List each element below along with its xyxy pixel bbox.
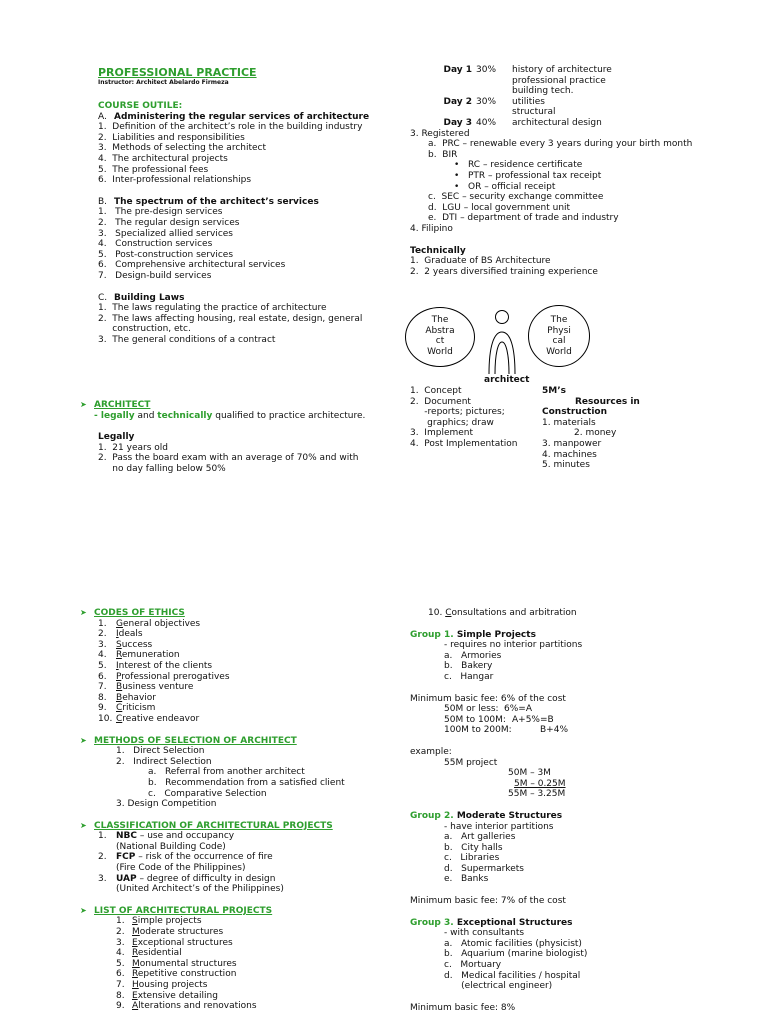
example-calculation xyxy=(410,768,730,800)
item-text: uccess xyxy=(121,639,153,650)
list-item: 5. Post-construction services xyxy=(98,249,234,260)
group-3-list xyxy=(410,939,730,992)
list-item: 6. Comprehensive architectural services xyxy=(98,260,286,271)
process-list xyxy=(410,386,550,450)
group-2-list xyxy=(410,832,730,885)
fee-2: Minimum basic fee: 7% of the cost xyxy=(410,896,566,907)
list-item: c. Hangar xyxy=(444,671,494,682)
item-initial: E xyxy=(132,990,138,1001)
item-text: eneral objectives xyxy=(122,618,201,629)
list-item: 2. Indirect Selection xyxy=(116,756,212,767)
day-percent: 40% xyxy=(476,117,497,128)
list-item xyxy=(98,693,400,704)
item-initial: H xyxy=(132,980,139,990)
list-item: 1. Definition of the architect’s role in the building industry xyxy=(98,122,363,133)
list-item: 3. Implement xyxy=(410,428,474,439)
projects-list xyxy=(80,916,400,1011)
list-item xyxy=(116,927,400,938)
filipino-item: 4. Filipino xyxy=(410,223,453,234)
group-1-desc: - requires no interior partitions xyxy=(444,640,583,651)
item-initial: I xyxy=(116,629,119,640)
technically-list xyxy=(410,256,730,277)
list-item: graphics; draw xyxy=(410,417,494,428)
list-item xyxy=(98,831,400,842)
calc-line: 5M – 0.25M xyxy=(514,778,566,789)
item-initial: C xyxy=(116,713,123,724)
list-item: 2. money xyxy=(574,428,617,439)
list-item: 1. materials xyxy=(542,417,596,428)
list-item xyxy=(116,916,400,927)
list-item: 2. Liabilities and responsibilities xyxy=(98,132,245,143)
item-number: 10. xyxy=(98,713,113,724)
item-text: – degree of difficulty in design xyxy=(136,873,276,884)
fee-range: 100M to 200M: xyxy=(444,725,512,736)
list-item: 3. The general conditions of a contract xyxy=(98,334,276,345)
bullet-icon: • xyxy=(454,181,460,192)
list-item: 1. The pre-design services xyxy=(98,207,223,218)
instructor-line: Instructor: Architect Abelardo Firmeza xyxy=(98,79,229,86)
architect-block xyxy=(80,400,400,475)
fee-3: Minimum basic fee: 8% xyxy=(410,1002,516,1013)
section-b-list xyxy=(98,207,398,281)
item-initial: E xyxy=(132,937,138,948)
item-initial: C xyxy=(116,703,123,714)
list-item xyxy=(116,959,400,970)
five-ms-title: 5M’s xyxy=(542,386,566,396)
item-initial: S xyxy=(132,916,138,927)
bir-list xyxy=(410,160,730,192)
item-number: 1. xyxy=(116,916,125,927)
item-initial: R xyxy=(132,969,138,980)
arrow-bullet-icon: ➤ xyxy=(80,820,87,830)
list-item: e. DTI – department of trade and industry xyxy=(428,213,619,224)
fee-value: A+5%=B xyxy=(512,714,554,725)
methods-last-item: 3. Design Competition xyxy=(116,799,217,810)
example-project: 55M project xyxy=(444,757,498,768)
top-left-column xyxy=(98,66,398,345)
item-text: – risk of the occurrence of fire xyxy=(135,852,273,863)
fee-value: 6%=A xyxy=(504,704,532,715)
arrow-bullet-icon: ➤ xyxy=(80,608,87,617)
list-item: (electrical engineer) xyxy=(444,981,553,992)
fee-row xyxy=(444,704,730,715)
day-row xyxy=(410,76,730,87)
list-item xyxy=(98,661,400,672)
fee-row xyxy=(444,725,730,736)
group-1-list xyxy=(410,651,730,683)
list-item: c. Libraries xyxy=(444,853,500,864)
list-item: b. Bakery xyxy=(444,661,493,672)
bottom-left-column xyxy=(80,608,400,1012)
list-item: a. Armories xyxy=(444,650,502,661)
item-number: 3. xyxy=(98,639,107,650)
item-number: 8. xyxy=(98,692,107,703)
list-item: 7. Design-build services xyxy=(98,270,212,281)
list-item xyxy=(454,182,730,193)
course-outline-label: COURSE OUTILE: xyxy=(98,101,183,111)
list-item xyxy=(116,948,400,959)
list-item xyxy=(98,874,400,885)
fee-range: 50M to 100M: xyxy=(444,714,506,725)
list-item: 2. 2 years diversified training experience xyxy=(410,266,598,277)
example-label: example: xyxy=(410,746,452,757)
five-ms-subtitle: Resources in xyxy=(575,396,640,407)
physical-world-circle: The Physi cal World xyxy=(528,305,590,367)
list-item: c. Mortuary xyxy=(444,960,502,971)
five-ms-block xyxy=(542,386,662,471)
list-item xyxy=(116,991,400,1002)
item-number: 7. xyxy=(98,682,107,693)
list-item xyxy=(98,650,400,661)
item-initial: B xyxy=(116,682,123,693)
legally-list xyxy=(80,443,400,475)
item-number: 3. xyxy=(116,937,125,948)
day-row xyxy=(410,107,730,118)
list-item: 1. 21 years old xyxy=(98,442,168,453)
item-text: esidential xyxy=(137,948,182,959)
list-item: b. City halls xyxy=(444,842,503,853)
list-item: a. Art galleries xyxy=(444,832,516,843)
item-number: 6. xyxy=(116,969,125,980)
fee-value: B+4% xyxy=(540,725,568,736)
item-text: xceptional structures xyxy=(137,937,233,948)
item-text: xtensive detailing xyxy=(137,990,218,1001)
item-number: 2. xyxy=(98,852,107,863)
list-item: a. PRC – renewable every 3 years during your birth month xyxy=(428,139,693,150)
list-item: 5. The professional fees xyxy=(98,164,209,175)
day-row xyxy=(410,86,730,97)
architect-label: architect xyxy=(484,375,530,385)
calc-line: 55M – 3.25M xyxy=(508,789,566,800)
group-3-heading: Group 3. Exceptional Structures xyxy=(410,917,573,928)
list-item xyxy=(454,171,730,182)
arrow-bullet-icon: ➤ xyxy=(80,905,87,915)
section-a-list xyxy=(98,122,398,186)
list-item xyxy=(98,629,400,640)
item-text: deals xyxy=(118,629,143,640)
item-text: RC – residence certificate xyxy=(468,160,583,171)
arrow-bullet-icon: ➤ xyxy=(80,735,87,745)
item-subtext: (National Building Code) xyxy=(116,841,226,852)
list-item xyxy=(98,672,400,683)
list-item: 4. machines xyxy=(542,449,597,460)
page-title: PROFESSIONAL PRACTICE xyxy=(98,66,257,79)
group-2-desc: - have interior partitions xyxy=(444,821,554,832)
item-number: 6. xyxy=(98,671,107,682)
five-ms-list xyxy=(542,418,662,471)
item-code: UAP xyxy=(116,873,137,884)
list-item: 3. Methods of selecting the architect xyxy=(98,143,267,154)
list-item: 2. The laws affecting housing, real estate, design, general xyxy=(98,313,363,324)
list-item: construction, etc. xyxy=(98,324,191,335)
list-item xyxy=(98,682,400,693)
day-row xyxy=(410,97,730,108)
methods-sub-list xyxy=(80,767,400,799)
list-item: 1. Concept xyxy=(410,386,462,396)
item-subtext: (United Architect’s of the Philippines) xyxy=(116,884,284,895)
calc-line: 50M – 3M xyxy=(508,768,551,779)
day-subjects: building tech. xyxy=(512,86,574,97)
section-c-list xyxy=(98,303,398,345)
item-number: 4. xyxy=(116,948,125,959)
list-item: -reports; pictures; xyxy=(410,407,505,418)
section-c-heading: C. Building Laws xyxy=(98,292,185,303)
registered-list xyxy=(410,139,730,160)
list-item: 3. Specialized allied services xyxy=(98,228,233,239)
item-text: – use and occupancy xyxy=(137,831,235,842)
item-text: OR – official receipt xyxy=(468,181,556,192)
section-b-heading: B. The spectrum of the architect’s services xyxy=(98,196,319,207)
item-number: 5. xyxy=(116,958,125,969)
item-text: nterest of the clients xyxy=(118,660,213,671)
architect-heading: ➤ ARCHITECT xyxy=(80,400,151,410)
list-item xyxy=(98,852,400,863)
item-initial: R xyxy=(116,650,122,661)
architect-definition: - legally and technically qualified to practice architecture. xyxy=(94,410,366,421)
classification-list xyxy=(80,831,400,895)
item-text: ousing projects xyxy=(138,980,208,990)
consultations-item: 10. Consultations and arbitration xyxy=(428,608,577,618)
item-text: oderate structures xyxy=(139,927,224,938)
registered-item: 3. Registered xyxy=(410,128,470,139)
list-item xyxy=(116,980,400,991)
list-item: 2. The regular design services xyxy=(98,217,240,228)
list-heading: ➤ LIST OF ARCHITECTURAL PROJECTS xyxy=(80,905,273,916)
list-item xyxy=(98,714,400,725)
day-subjects: utilities xyxy=(512,96,545,107)
day-percent: 30% xyxy=(476,96,497,107)
list-item: 1. Graduate of BS Architecture xyxy=(410,256,551,267)
day-row xyxy=(410,118,730,129)
item-text: reative endeavor xyxy=(122,713,200,724)
list-item: 2. Document xyxy=(410,396,471,407)
item-initial: I xyxy=(116,660,119,671)
day-percent: 30% xyxy=(476,65,497,75)
item-text: lterations and renovations xyxy=(138,1001,257,1012)
bottom-right-column xyxy=(410,608,730,1013)
bullet-icon: • xyxy=(454,170,460,181)
list-item: b. Aquarium (marine biologist) xyxy=(444,949,588,960)
list-item: e. Banks xyxy=(444,874,489,885)
item-initial: G xyxy=(116,618,123,629)
day-label: Day 1 xyxy=(443,65,472,75)
item-initial: M xyxy=(132,927,140,938)
item-text: emuneration xyxy=(121,650,180,661)
list-item: no day falling below 50% xyxy=(98,463,226,474)
fee-1: Minimum basic fee: 6% of the cost xyxy=(410,693,566,704)
list-item xyxy=(116,938,400,949)
item-number: 5. xyxy=(98,660,107,671)
day-subjects: professional practice xyxy=(512,75,606,86)
list-item: c. SEC – security exchange committee xyxy=(428,192,604,203)
registered-list-2 xyxy=(410,192,730,224)
top-right-column xyxy=(410,65,730,277)
item-text: rofessional prerogatives xyxy=(121,671,230,682)
item-number: 4. xyxy=(98,650,107,661)
list-item xyxy=(454,160,730,171)
list-item: 5. minutes xyxy=(542,460,590,471)
list-item: d. Medical facilities / hospital xyxy=(444,970,581,981)
item-number: 9. xyxy=(98,703,107,714)
codes-list xyxy=(80,619,400,725)
legally-label: Legally xyxy=(98,432,135,443)
bullet-icon: • xyxy=(454,160,460,171)
item-number: 1. xyxy=(98,831,107,842)
list-item xyxy=(98,703,400,714)
codes-heading: ➤ CODES OF ETHICS xyxy=(80,608,185,618)
methods-heading: ➤ METHODS OF SELECTION OF ARCHITECT xyxy=(80,735,297,746)
list-item: 6. Inter-professional relationships xyxy=(98,175,252,186)
day-row xyxy=(410,65,730,76)
item-number: 9. xyxy=(116,1001,125,1012)
list-item: 4. Construction services xyxy=(98,239,213,250)
list-item: 1. Direct Selection xyxy=(116,746,205,757)
item-number: 2. xyxy=(116,927,125,938)
architect-figure-icon xyxy=(484,306,520,376)
item-initial: M xyxy=(132,958,140,969)
item-text: ehavior xyxy=(122,692,156,703)
item-number: 2. xyxy=(98,629,107,640)
abstract-world-circle: The Abstra ct World xyxy=(405,307,475,367)
methods-list xyxy=(80,746,400,767)
fee-row xyxy=(444,715,730,726)
item-text: riticism xyxy=(122,703,156,714)
day-subjects: history of architecture xyxy=(512,65,612,75)
list-item: c. Comparative Selection xyxy=(148,788,267,799)
list-item: a. Referral from another architect xyxy=(148,767,305,778)
list-item xyxy=(98,619,400,630)
group-2-heading: Group 2. Moderate Structures xyxy=(410,810,563,821)
item-subtext: (Fire Code of the Philippines) xyxy=(116,863,246,874)
group-1-heading: Group 1. Simple Projects xyxy=(410,629,536,640)
list-item: d. LGU – local government unit xyxy=(428,202,571,213)
fee-range: 50M or less: xyxy=(444,704,499,715)
list-item: b. Recommendation from a satisfied client xyxy=(148,777,345,788)
item-initial: S xyxy=(116,639,122,650)
list-item xyxy=(116,969,400,980)
board-exam-days xyxy=(410,65,730,129)
item-text: epetitive construction xyxy=(137,969,237,980)
item-initial: P xyxy=(116,671,122,682)
list-item: 1. The laws regulating the practice of architecture xyxy=(98,303,327,314)
day-subjects: structural xyxy=(512,107,556,118)
arrow-bullet-icon: ➤ xyxy=(80,400,87,409)
list-item: 2. Pass the board exam with an average of 70% and with xyxy=(98,453,359,464)
item-number: 3. xyxy=(98,873,107,884)
list-item: a. Atomic facilities (physicist) xyxy=(444,938,582,949)
item-number: 8. xyxy=(116,990,125,1001)
item-code: NBC xyxy=(116,831,137,842)
list-item xyxy=(116,1001,400,1012)
item-initial: A xyxy=(132,1001,139,1012)
classification-heading: ➤ CLASSIFICATION OF ARCHITECTURAL PROJECTS xyxy=(80,820,333,831)
day-label: Day 2 xyxy=(443,96,472,107)
item-text: PTR – professional tax receipt xyxy=(468,170,602,181)
technically-label: Technically xyxy=(410,245,466,256)
item-code: FCP xyxy=(116,852,136,863)
list-item: b. BIR xyxy=(428,149,458,160)
item-text: imple projects xyxy=(137,916,202,927)
list-item xyxy=(98,640,400,651)
day-subjects: architectural design xyxy=(512,117,602,128)
fee-schedule xyxy=(410,704,730,736)
item-number: 1. xyxy=(98,618,107,629)
item-number: 7. xyxy=(116,980,125,990)
list-item: 4. The architectural projects xyxy=(98,153,228,164)
day-label: Day 3 xyxy=(443,117,472,128)
group-3-desc: - with consultants xyxy=(444,928,525,939)
five-ms-subtitle-2: Construction xyxy=(542,407,608,418)
item-text: onumental structures xyxy=(139,958,237,969)
item-initial: B xyxy=(116,692,123,703)
list-item: d. Supermarkets xyxy=(444,863,524,874)
item-text: usiness venture xyxy=(122,682,194,693)
section-a-heading: A. Administering the regular services of architecture xyxy=(98,111,370,122)
item-initial: R xyxy=(132,948,138,959)
list-item: 3. manpower xyxy=(542,438,602,449)
list-item: 4. Post Implementation xyxy=(410,438,518,449)
